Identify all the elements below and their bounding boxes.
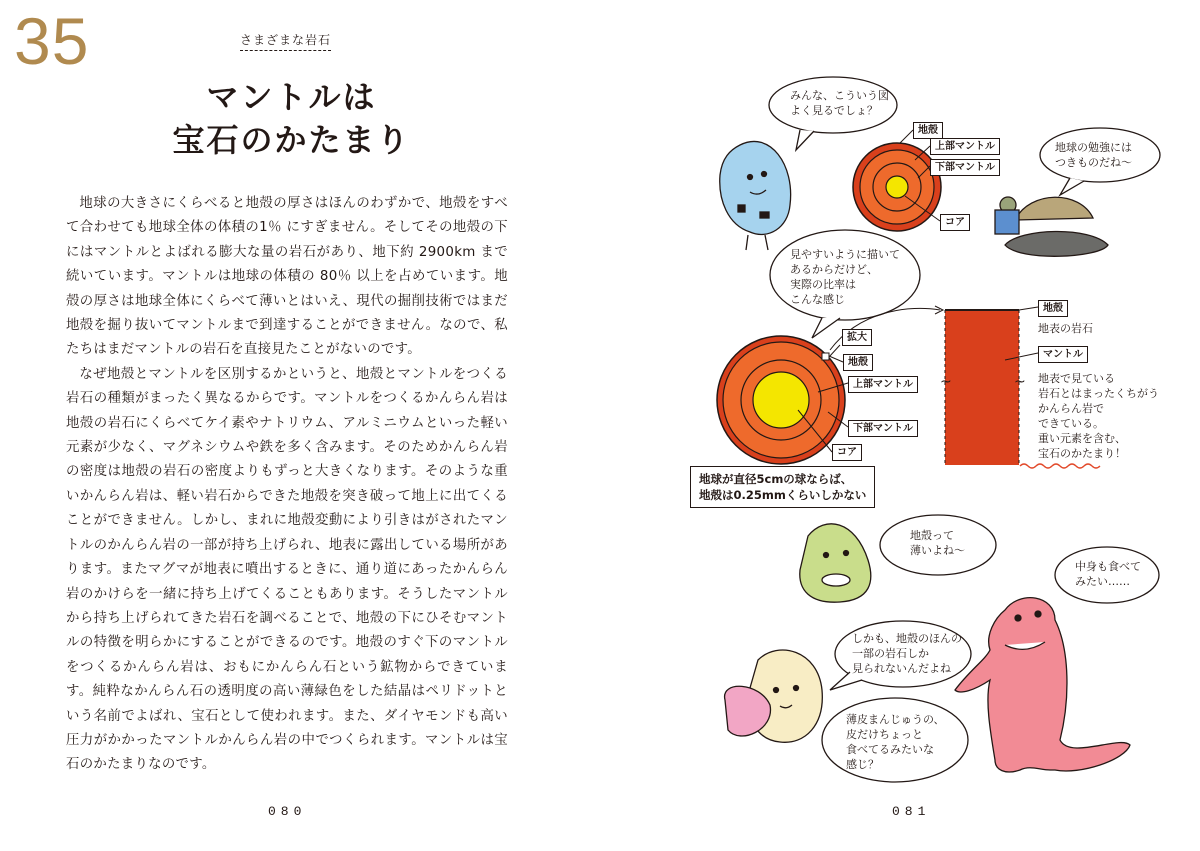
strip-crust-label: 地殻 <box>1038 300 1068 317</box>
bubble-5-text: 中身も食べて みたい…… <box>1075 560 1141 588</box>
chapter-number: 35 <box>14 4 90 78</box>
pink-monster-character <box>955 598 1130 772</box>
mantle-note: 地表で見ている 岩石とはまったくちがう かんらん岩で できている。 重い元素を含む、 宝石のかたまり！ <box>1038 372 1159 460</box>
bubble-6-text: しかも、地殻のほんの 一部の岩石しか 見られないんだよね <box>852 632 962 675</box>
paragraph-2: なぜ地殻とマントルを区別するかというと、地殻とマントルをつくる岩石の種類がまったく異なるからです。マントルをつくるかんらん岩は地殻の岩石にくらべてケイ素やナトリウム、アルミニウムといった軽い元素が少なく、マグネシウムや鉄を多く含みます。そのためかんらん岩の密度は地殻の岩石の密度よりもずっと大きくなります。そのような重いかんらん岩は、軽い岩石からできた地殻を突き破って地上に出てくることができません。しかし、まれに地殻変動により引きはがされたマントルのかんらん岩の一部が持ち上げられ、地表に露出している場所があります。またマグマが地表に噴出するときに、通り道にあったかんらん岩のかけらを一緒に持ち上げてくることもあります。そうしたマントルから持ち上げられてきた岩石を調べることで、地殻の下にひそむマントルの特徴を明らかにすることができるのです。地殻のすぐ下のマントルをつくるかんらん岩は、おもにかんらん石という鉱物からできています。純粋なかんらん石の透明度の高い薄緑色をした結晶はペリドットという名前でよばれ、宝石として使われます。また、ダイヤモンドも高い圧力がかかったマントルかんらん岩の中でつくられます。マントルは宝石のかたまりなのです。 <box>66 366 508 773</box>
title-line-1: マントルは <box>206 78 377 116</box>
svg-text:~: ~ <box>1014 374 1026 390</box>
bubble-3-text: 見やすいように描いて あるからだけど、 実際の比率は こんな感じ <box>790 248 900 306</box>
strip-mantle-label: マントル <box>1038 346 1088 363</box>
turtle-character <box>995 197 1108 256</box>
page-number-right: 081 <box>892 804 931 819</box>
small-earth-diagram <box>853 130 941 231</box>
body-text <box>66 192 508 778</box>
zoom-label: 拡大 <box>842 329 872 346</box>
title-line-2: 宝石のかたまり <box>172 121 411 159</box>
bubble-4-text: 地殻って 薄いよね〜 <box>910 529 965 557</box>
large-core-label: コア <box>832 444 862 461</box>
strip-crust-note: 地表の岩石 <box>1038 322 1093 335</box>
rock-character-blue <box>720 141 791 250</box>
rock-character-green <box>800 524 871 602</box>
large-lower-mantle-label: 下部マントル <box>848 420 918 437</box>
large-crust-label: 地殻 <box>843 354 873 371</box>
rock-character-cream <box>725 650 823 742</box>
small-lower-mantle-label: 下部マントル <box>930 159 1000 176</box>
scale-note-box: 地球が直径5cmの球ならば、 地殻は0.25mmくらいしかない <box>690 466 875 508</box>
page-number-left: 080 <box>268 804 307 819</box>
chapter-category: さまざまな岩石 <box>240 31 331 51</box>
bubble-2-text: 地球の勉強には つきものだね〜 <box>1055 141 1132 169</box>
small-core-label: コア <box>940 214 970 231</box>
small-crust-label: 地殻 <box>913 122 943 139</box>
large-upper-mantle-label: 上部マントル <box>848 376 918 393</box>
page-title <box>0 76 583 162</box>
small-upper-mantle-label: 上部マントル <box>930 138 1000 155</box>
mantle-strip <box>940 307 1038 465</box>
bubble-7-text: 薄皮まんじゅうの、 皮だけちょっと 食べてるみたいな 感じ？ <box>846 713 945 771</box>
bubble-1-text: みんな、こういう図 よく見るでしょ？ <box>790 89 889 117</box>
svg-text:~: ~ <box>940 374 952 390</box>
paragraph-1: 地球の大きさにくらべると地殻の厚さはほんのわずかで、地殻をすべて合わせても地球全体の体積の1％ にすぎません。そしてその地殻の下にはマントルとよばれる膨大な量の岩石があり、地下約 2900km まで続いています。マントルは地球の体積の 80％ 以上を占めています。地殻の厚さは地球全体にくらべて薄いとはいえ、現代の掘削技術ではまだ地殻を掘り抜いてマントルまで到達することができません。なので、私たちはまだマントルの岩石を直接見たことがないのです。 <box>66 196 508 358</box>
